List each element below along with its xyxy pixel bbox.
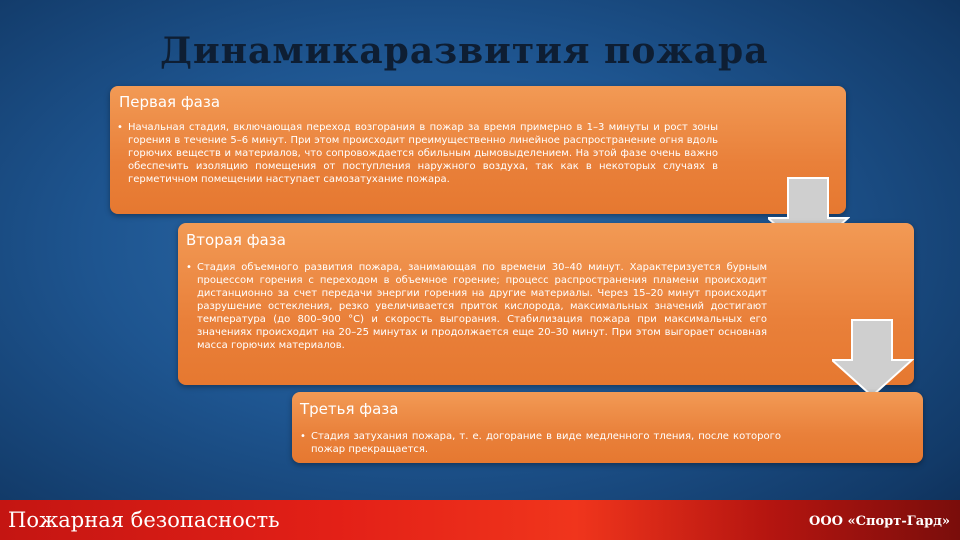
phase-2-text (186, 261, 767, 352)
phase-3-box (292, 392, 923, 463)
phase-1-box (110, 86, 846, 214)
phase-3-description: Стадия затухания пожара, т. е. догорание в виде медленного тления, после которого пожар прекращается. (311, 431, 781, 455)
phase-2-title: Вторая фаза (186, 231, 286, 249)
footer-bar (0, 500, 960, 540)
bullet-icon: • (186, 262, 192, 273)
arrow-down-icon (832, 318, 914, 398)
phase-1-title: Первая фаза (119, 93, 221, 111)
phase-3-title: Третья фаза (300, 400, 399, 418)
slide-title: Динамикаразвития пожара (160, 30, 769, 72)
bullet-icon: • (300, 431, 306, 442)
phase-2-description: Стадия объемного развития пожара, занимающая по времени 30–40 минут. Характеризуется бурным процессом горения с переходом в объемное горение; процесс распространения пламени происходит дистанционно за счет передачи энергии горения на другие материалы. Через 15–20 минут происходит разрушение остекления, резко увеличивается приток кислорода, максимальных значений достигают температура (до 800–900 °С) и скорость выгорания. Стабилизация пожара при максимальных его значениях происходит на 20–25 минутах и продолжается еще 20–30 минут. При этом выгорает основная масса горючих материалов. (197, 262, 767, 351)
phase-1-description: Начальная стадия, включающая переход возгорания в пожар за время примерно в 1–3 минуты и рост зоны горения в течение 5–6 минут. При этом происходит преимущественно линейное распространение огня вдоль горючих веществ и материалов, что сопровождается обильным дымовыделением. На этой фазе очень важно обеспечить изоляцию помещения от поступления наружного воздуха, так как в некоторых случаях в герметичном помещении наступает самозатухание пожара. (128, 122, 718, 185)
footer-company: ООО «Спорт-Гард» (809, 514, 950, 529)
phase-1-text (117, 121, 718, 186)
phase-2-box (178, 223, 914, 385)
footer-title: Пожарная безопасность (8, 508, 280, 532)
phase-3-text (300, 430, 781, 456)
bullet-icon: • (117, 122, 123, 133)
